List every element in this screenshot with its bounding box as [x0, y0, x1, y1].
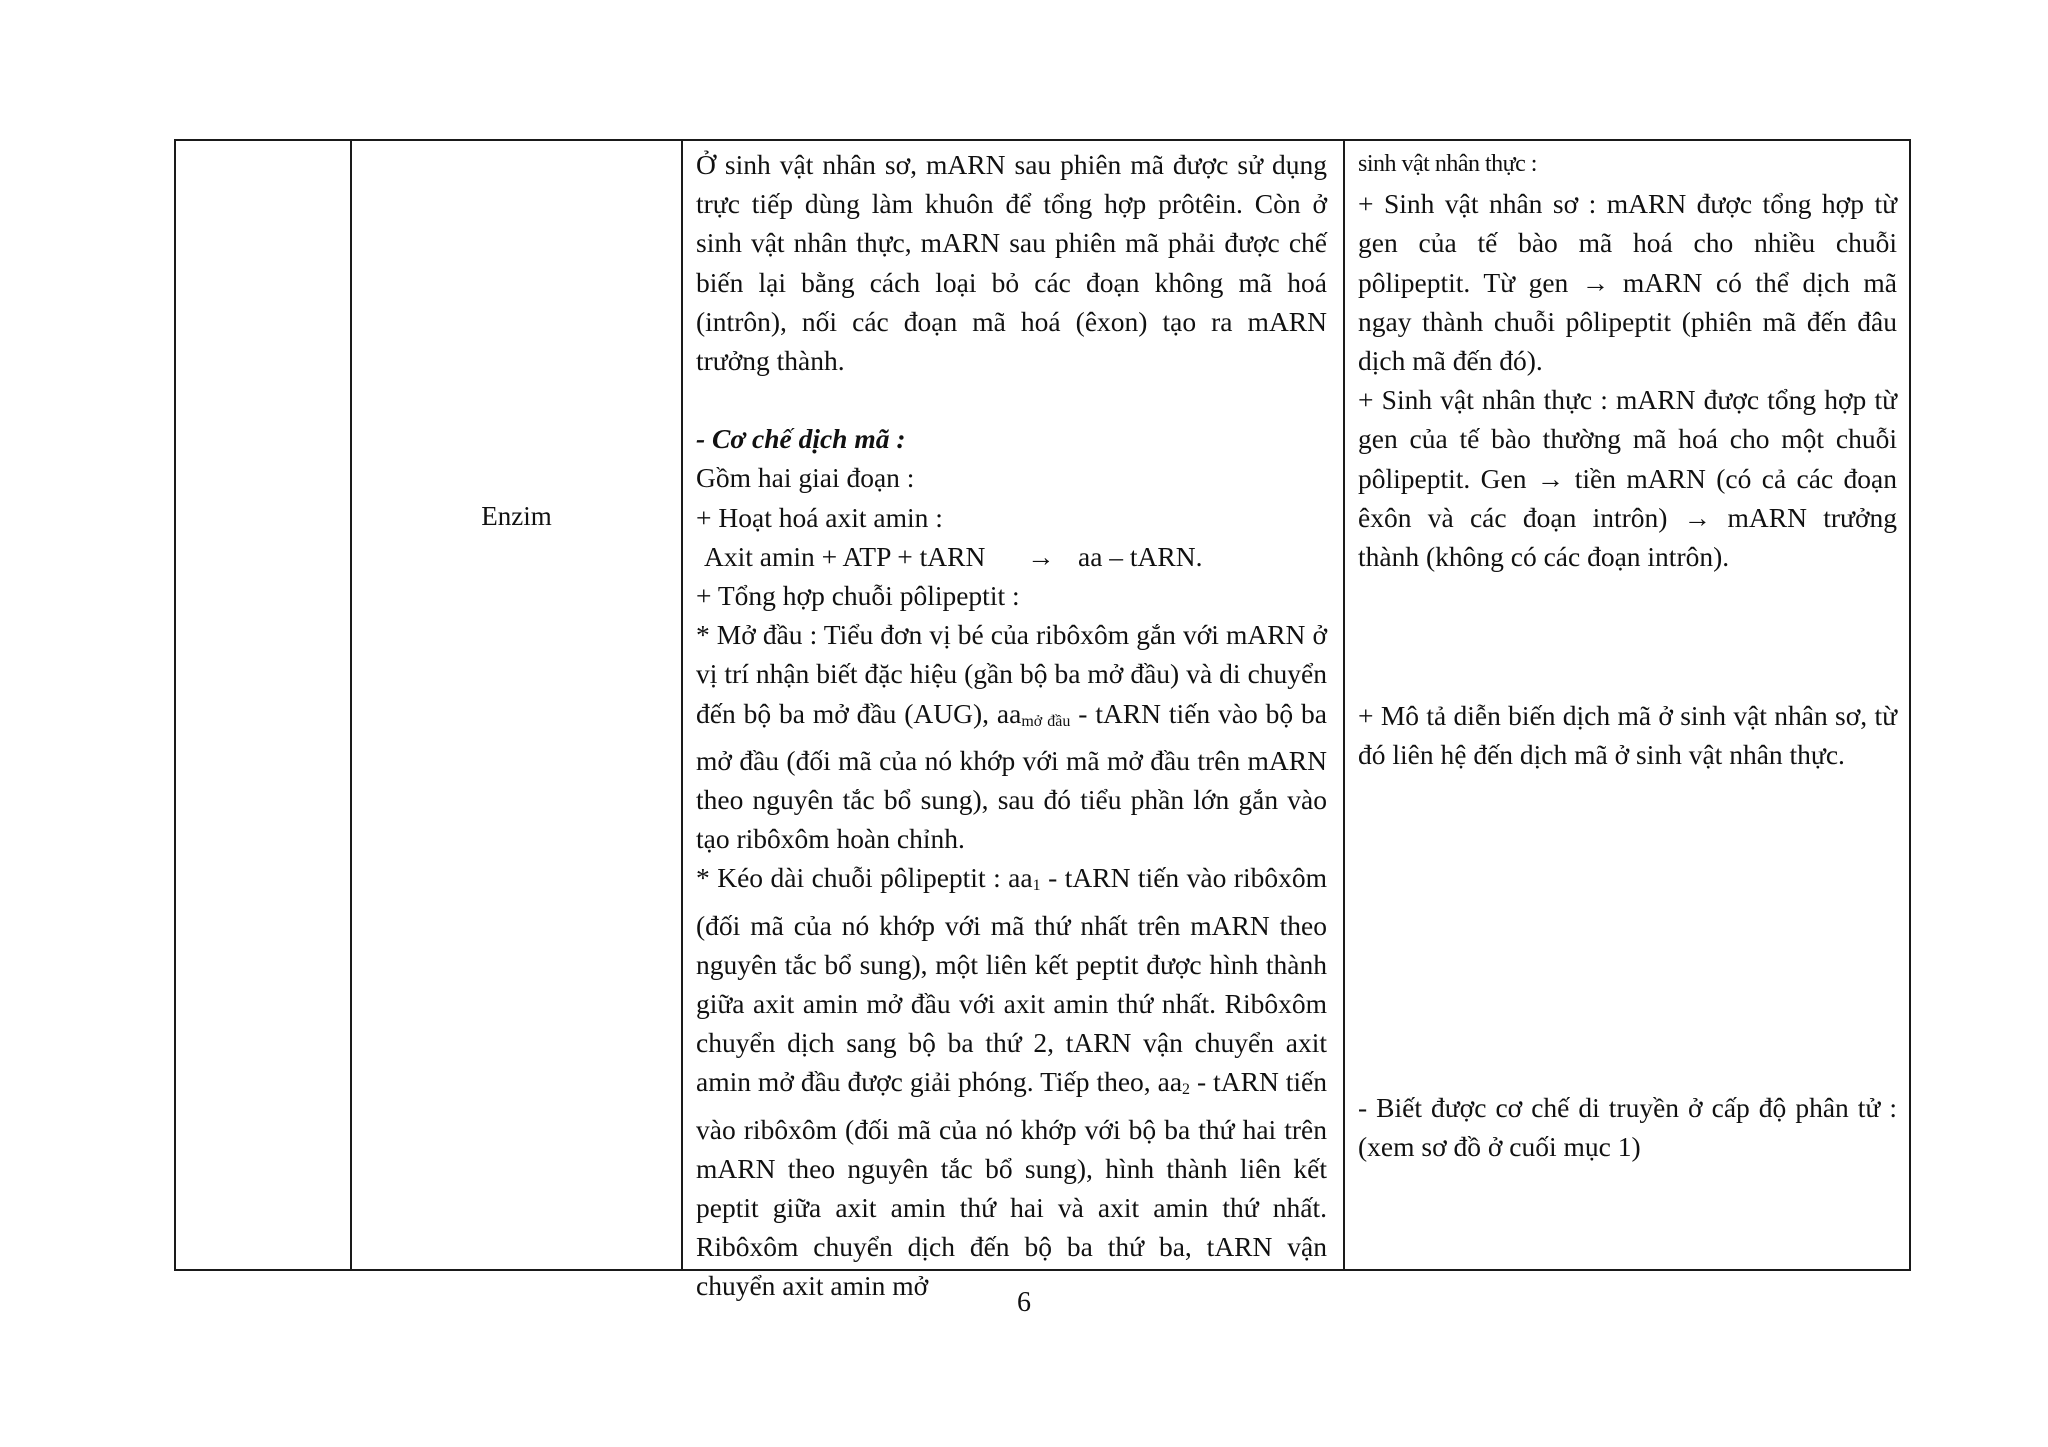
stages-text: Gồm hai giai đoạn : [696, 462, 915, 494]
page-number: 6 [1017, 1287, 1031, 1318]
elongation-paragraph: * Kéo dài chuỗi pôlipeptit : aa1 - tARN tiến vào ribôxôm (đối mã của nó khớp với mã thứ nhất trên mARN theo nguyên tắc bổ sung), một liên kết peptit được hình thành giữa axit amin mở đầu với axit amin thứ nhất. Ribôxôm chuyển dịch sang bộ ba thứ 2, tARN vận chuyển axit amin mở đầu được giải phóng. Tiếp theo, aa2 - tARN tiến vào ribôxôm (đối mã của nó khớp với bộ ba thứ hai trên mARN theo nguyên tắc bổ sung), hình thành liên kết peptit giữa axit amin thứ hai và axit amin thứ nhất. Ribôxôm chuyển dịch đến bộ ba thứ ba, tARN vận chuyển axit amin mở [696, 862, 1328, 1302]
formula-rhs: aa – tARN. [1078, 540, 1203, 572]
know-paragraph: - Biết được cơ chế di truyền ở cấp độ phân tử : (xem sơ đồ ở cuối mục 1) [1358, 1091, 1897, 1162]
synthesis-heading: + Tổng hợp chuỗi pôlipeptit : [696, 580, 1020, 612]
content-table [174, 139, 1911, 1302]
table-cell-content [683, 141, 1343, 1302]
table-cell-activity [352, 141, 681, 1269]
eukaryote-paragraph: + Sinh vật nhân thực : mARN được tổng hợp từ gen của tế bào thường mã hoá cho một chuỗi pôlipeptit. Gen → tiền mARN (có cả các đoạn êxôn và các đoạn intrôn) → mARN trưởng thành (không có các đoạn intrôn). [1358, 384, 1897, 573]
describe-paragraph: + Mô tả diễn biến dịch mã ở sinh vật nhân sơ, từ đó liên hệ đến dịch mã ở sinh vật nhân thực. [1358, 700, 1897, 771]
enzim-label: Enzim [481, 501, 552, 531]
activation-formula [696, 537, 1327, 576]
continuation-line: sinh vật nhân thực : [1358, 151, 1537, 177]
table-cell-objectives [1345, 141, 1911, 1269]
arrow-icon: → [1027, 540, 1055, 572]
mrna-processing-paragraph: Ở sinh vật nhân sơ, mARN sau phiên mã được sử dụng trực tiếp dùng làm khuôn để tổng hợp prôtêin. Còn ở sinh vật nhân thực, mARN sau phiên mã phải được chế biến lại bằng cách loại bỏ các đoạn không mã hoá (intrôn), nối các đoạn mã hoá (êxon) tạo ra mARN trưởng thành. [696, 149, 1327, 377]
activation-heading: + Hoạt hoá axit amin : [696, 501, 943, 533]
prokaryote-paragraph: + Sinh vật nhân sơ : mARN được tổng hợp từ gen của tế bào mã hoá cho nhiều chuỗi pôlipeptit. Từ gen → mARN có thể dịch mã ngay thành chuỗi pôlipeptit (phiên mã đến đâu dịch mã đến đó). [1358, 188, 1897, 377]
initiation-paragraph: * Mở đầu : Tiểu đơn vị bé của ribôxôm gắn với mARN ở vị trí nhận biết đặc hiệu (gần bộ ba mở đầu) và di chuyển đến bộ ba mở đầu (AUG), aamở đầu - tARN tiến vào bộ ba mở đầu (đối mã của nó khớp với mã mở đầu trên mARN theo nguyên tắc bổ sung), sau đó tiểu phần lớn gắn vào tạo ribôxôm hoàn chỉnh. [696, 619, 1327, 855]
formula-lhs: Axit amin + ATP + tARN [704, 540, 986, 572]
translation-heading: - Cơ chế dịch mã : [696, 423, 906, 455]
